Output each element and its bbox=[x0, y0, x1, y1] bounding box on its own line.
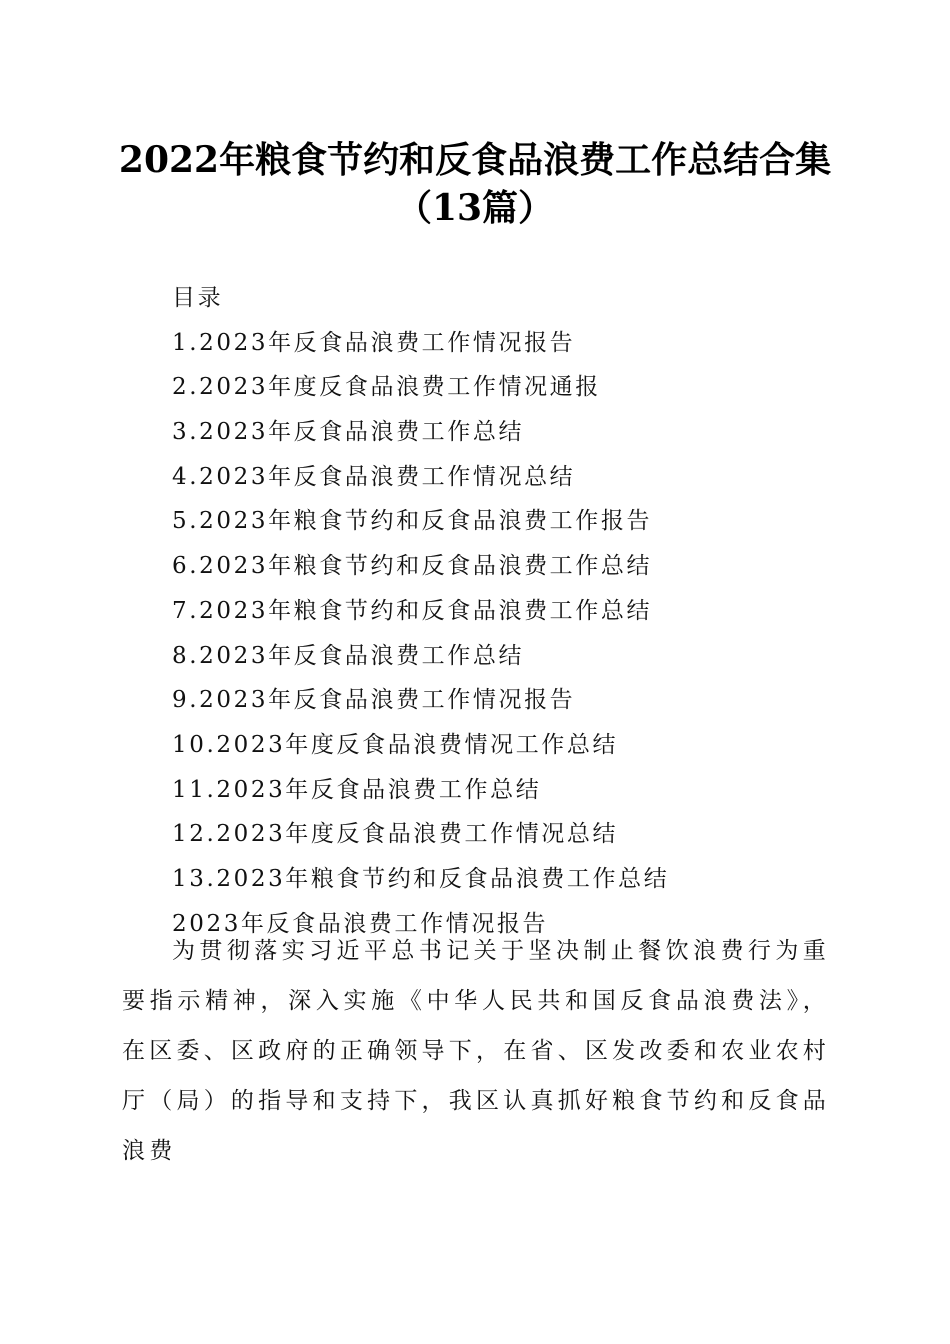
toc-heading: 目录 bbox=[172, 285, 224, 311]
toc-item: 5.2023年粮食节约和反食品浪费工作报告 bbox=[172, 508, 653, 535]
toc-item: 7.2023年粮食节约和反食品浪费工作总结 bbox=[172, 597, 653, 624]
toc-item: 6.2023年粮食节约和反食品浪费工作总结 bbox=[172, 553, 653, 580]
table-of-contents bbox=[172, 283, 852, 953]
toc-item: 3.2023年反食品浪费工作总结 bbox=[172, 419, 525, 446]
toc-item: 10.2023年度反食品浪费情况工作总结 bbox=[172, 731, 619, 758]
toc-item: 13.2023年粮食节约和反食品浪费工作总结 bbox=[172, 865, 670, 892]
toc-item: 1.2023年反食品浪费工作情况报告 bbox=[172, 329, 576, 356]
toc-item: 12.2023年度反食品浪费工作情况总结 bbox=[172, 821, 619, 848]
toc-item: 8.2023年反食品浪费工作总结 bbox=[172, 642, 525, 669]
toc-item: 9.2023年反食品浪费工作情况报告 bbox=[172, 687, 576, 714]
toc-item: 11.2023年反食品浪费工作总结 bbox=[172, 776, 542, 803]
body-paragraph: 为贯彻落实习近平总书记关于坚决制止餐饮浪费行为重要指示精神，深入实施《中华人民共和国反食品浪费法》，在区委、区政府的正确领导下，在省、区发改委和农业农村厅（局）的指导和支持下，我区认真抓好粮食节约和反食品浪费 bbox=[122, 938, 830, 1164]
toc-item: 2.2023年度反食品浪费工作情况通报 bbox=[172, 374, 601, 401]
document-title-count: （13篇） bbox=[395, 187, 555, 229]
document-title: 2022年粮食节约和反食品浪费工作总结合集 bbox=[118, 139, 832, 181]
toc-item: 4.2023年反食品浪费工作情况总结 bbox=[172, 463, 576, 490]
section-heading: 2023年反食品浪费工作情况报告 bbox=[172, 910, 549, 937]
